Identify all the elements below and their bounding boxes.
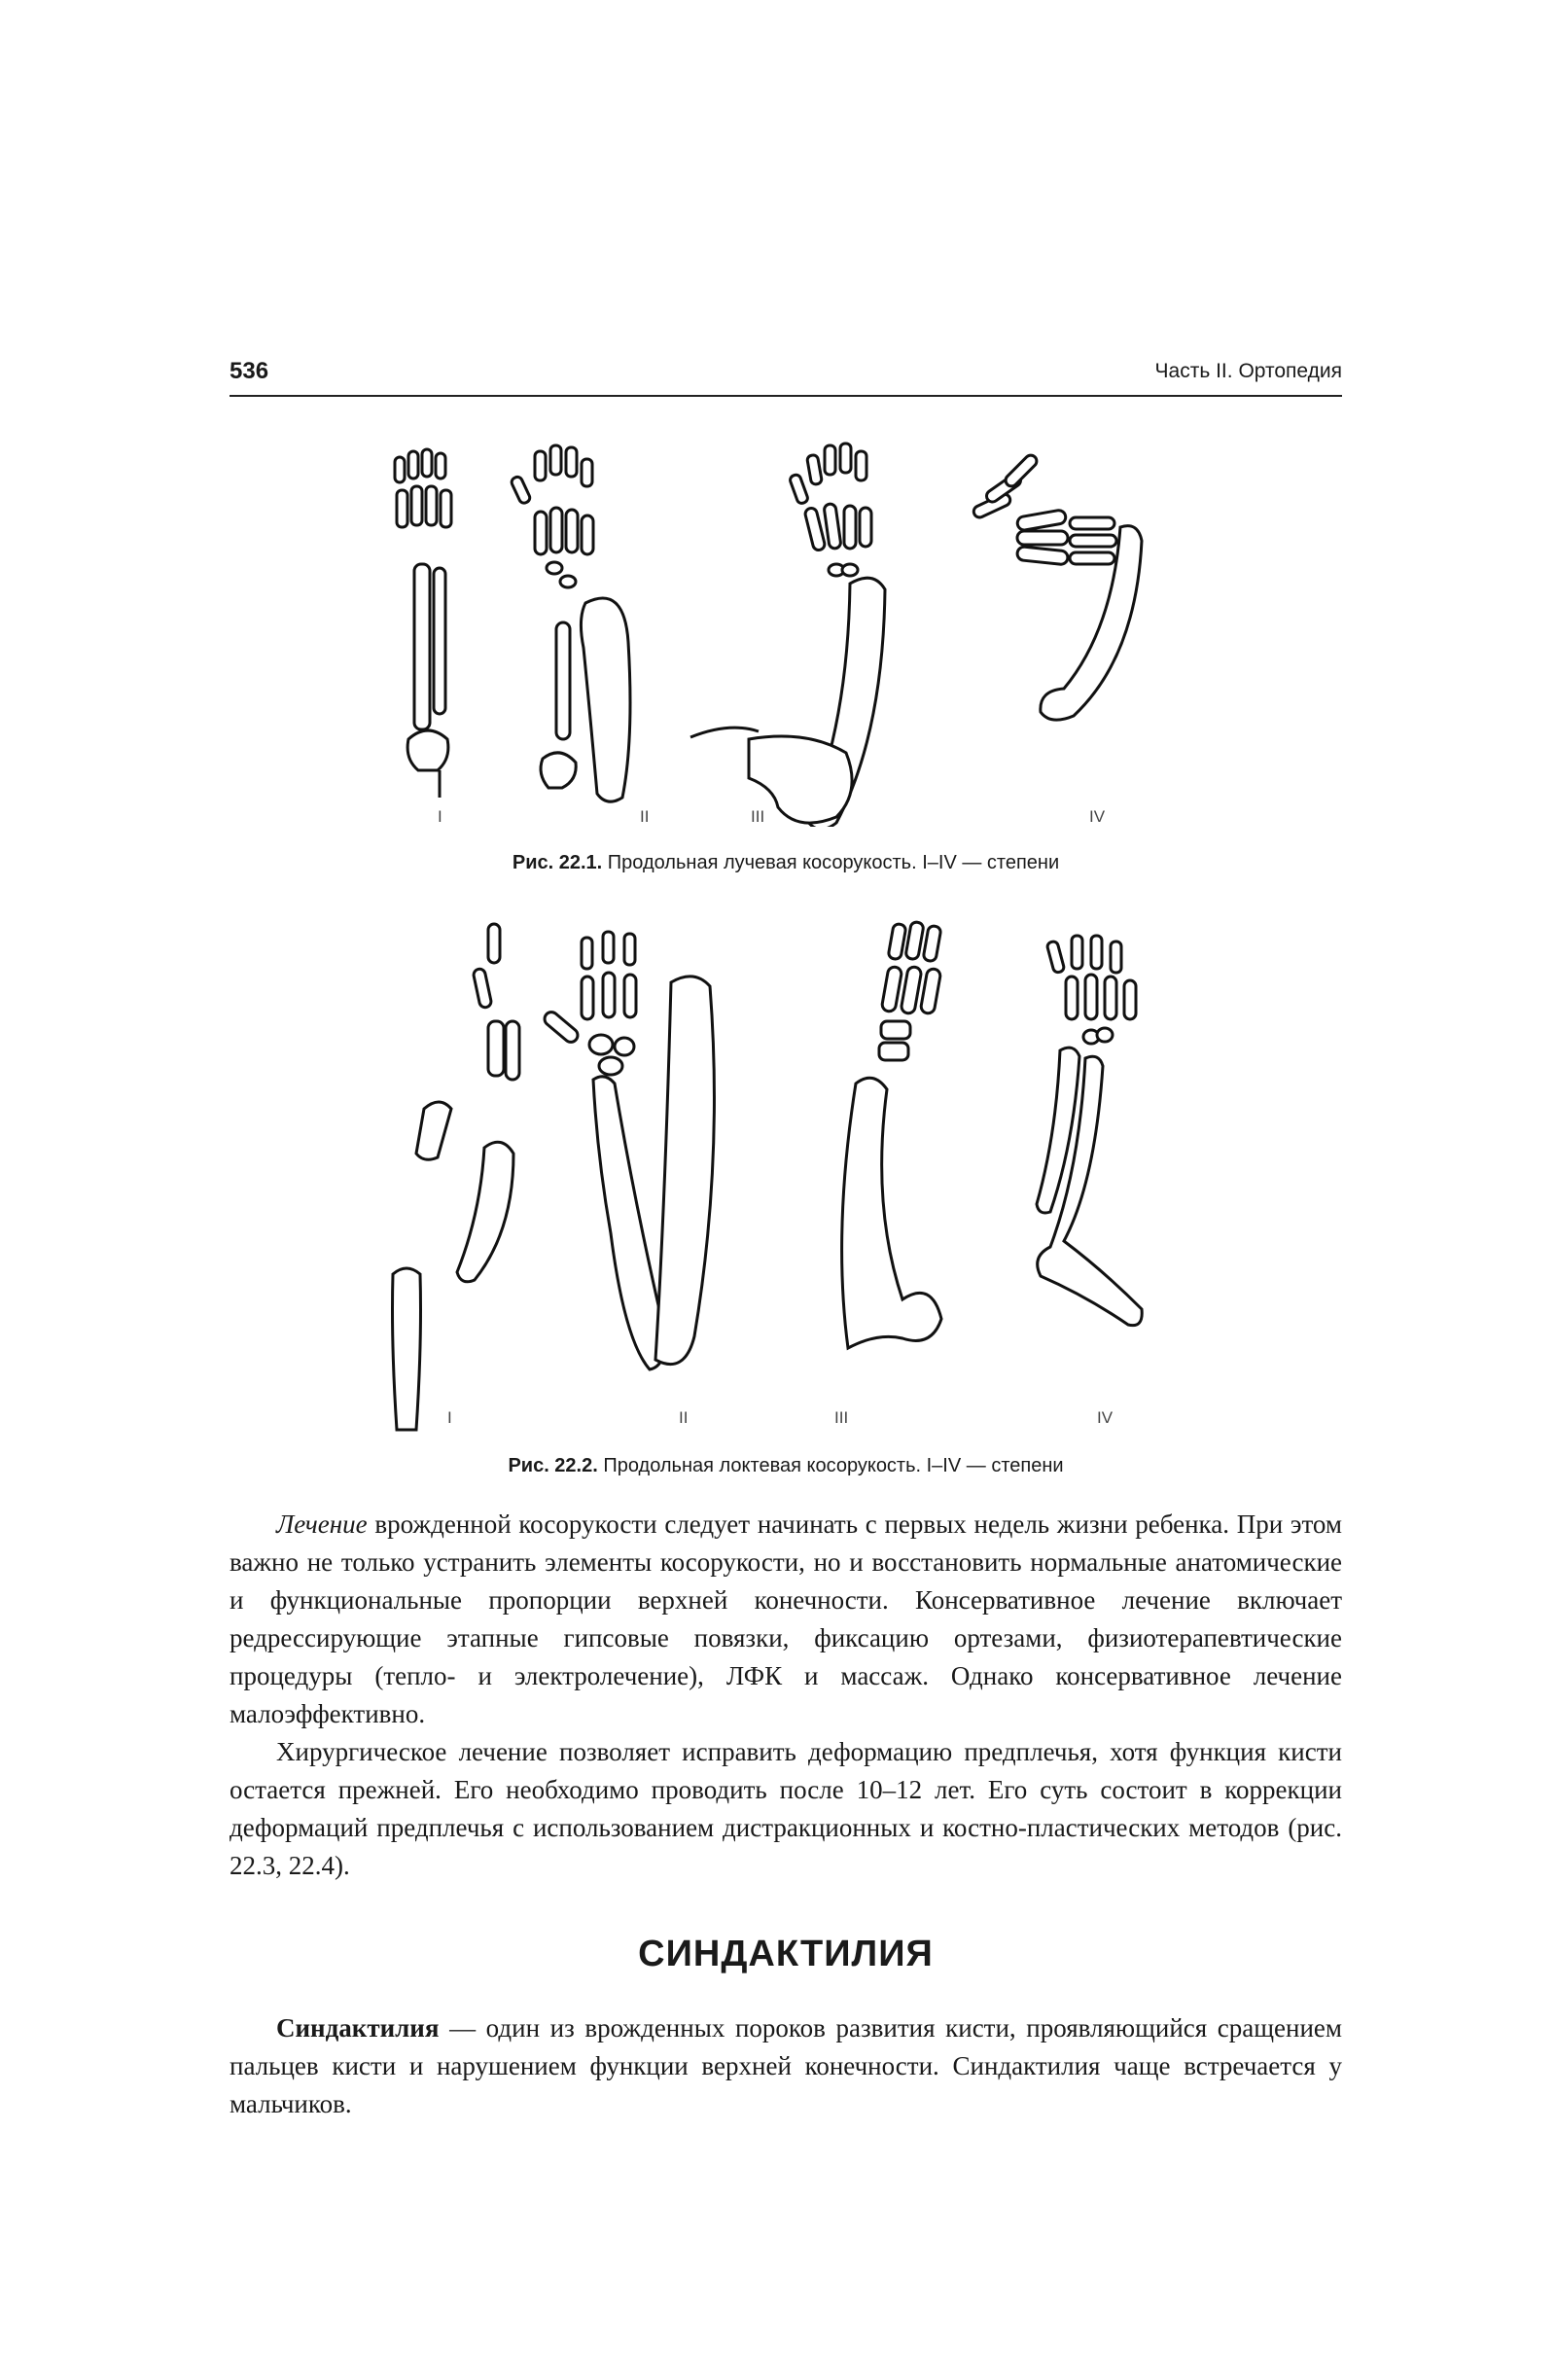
stage-label: IV	[1089, 807, 1106, 826]
stage-i-drawing	[393, 924, 520, 1430]
figure-2-caption	[230, 1455, 1342, 1477]
paragraph-syndactyly-definition	[230, 2009, 1342, 2123]
syndactyly-text	[230, 2009, 1342, 2123]
stage-iv-drawing	[972, 453, 1142, 721]
stage-iii-drawing	[690, 444, 885, 827]
section-heading: СИНДАКТИЛИЯ	[638, 1934, 934, 1974]
figure-ulnar-clubhand	[370, 914, 1206, 1439]
stage-label: II	[679, 1408, 689, 1427]
stage-label: II	[640, 807, 650, 826]
stage-iii-drawing	[842, 921, 941, 1348]
stage-ii-drawing	[542, 932, 714, 1369]
running-head: Часть II. Ортопедия	[1154, 360, 1342, 382]
paragraph-surgical-treatment: Хирургическое лечение позволяет исправить деформацию предплечья, хотя функция кисти остается прежней. Его необходимо проводить после 10–12 лет. Его суть состоит в коррекции деформаций предплечья с использованием дистракционных и костно-пластических методов (рис. 22.3, 22.4).	[230, 1737, 1342, 1880]
caption-number: Рис. 22.1.	[512, 852, 603, 873]
paragraph-text: — один из врожденных пороков развития кисти, проявляющийся сращением пальцев кисти и нарушением функции верхней конечности. Синдактилия чаще встречается у мальчиков.	[230, 2013, 1342, 2118]
figure-1-caption	[230, 852, 1342, 874]
stage-label: I	[447, 1408, 452, 1427]
page-header	[230, 350, 1342, 397]
stage-iv-drawing	[1037, 936, 1142, 1326]
paragraph-text: врожденной косорукости следует начинать с первых недель жизни ребенка. При этом важно не только устранить элементы косорукости, но и восстановить нормальные анатомические и функциональные пропорции верхней конечности. Консервативное лечение включает редрессирующие этапные гипсовые повязки, фиксацию ортезами, физиотерапевтические процедуры (тепло- и электролечение), ЛФК и массаж. Однако консервативное лечение малоэффективно.	[230, 1510, 1342, 1728]
figure-2-stage-labels	[370, 1408, 1206, 1438]
figure-radial-clubhand	[370, 418, 1206, 827]
page-number: 536	[230, 358, 269, 384]
caption-text: Продольная лучевая косорукость. I–IV — степени	[602, 852, 1060, 873]
figure-1-stage-labels	[370, 807, 1206, 836]
treatment-text	[230, 1506, 1342, 1885]
italic-lead-word: Лечение	[276, 1510, 368, 1539]
caption-text: Продольная локтевая косорукость. I–IV — степени	[597, 1455, 1064, 1476]
stage-label: III	[834, 1408, 849, 1427]
stage-label: I	[438, 807, 442, 826]
stage-label: IV	[1097, 1408, 1114, 1427]
caption-number: Рис. 22.2.	[508, 1455, 598, 1476]
stage-i-drawing	[395, 449, 451, 798]
bold-term: Синдактилия	[276, 2013, 440, 2043]
stage-ii-drawing	[511, 445, 630, 801]
stage-label: III	[751, 807, 765, 826]
paragraph-conservative-treatment	[230, 1506, 1342, 1733]
